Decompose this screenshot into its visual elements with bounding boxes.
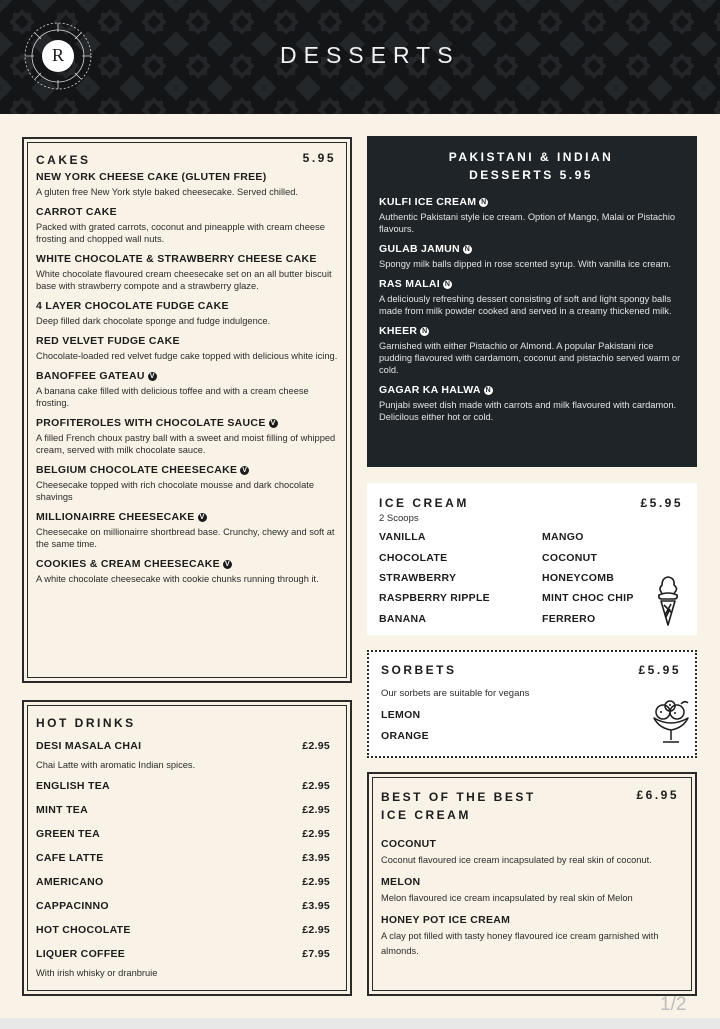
best-title-line2: ICE CREAM	[381, 808, 471, 822]
cakes-section	[22, 137, 352, 683]
sorbets-price: £5.95	[638, 663, 681, 677]
drink-description: Chai Latte with aromatic Indian spices.	[36, 760, 196, 770]
ice-cream-title: ICE CREAM	[379, 496, 469, 510]
list-item: MELON Melon flavoured ice cream incapsulated by real skin of Melon	[381, 876, 633, 903]
nut-icon: N	[481, 199, 487, 206]
list-item: CAPPACINNO £3.95	[36, 900, 330, 912]
drink-description: With irish whisky or dranbruie	[36, 968, 158, 978]
flavour-item: MINT CHOC CHIP	[542, 592, 634, 604]
list-item: BELGIUM CHOCOLATE CHEESECAKE V Cheesecake topped with rich chocolate mousse and dark chocolate shavings	[36, 464, 315, 502]
list-item: COCONUT Coconut flavoured ice cream incapsulated by real skin of coconut.	[381, 838, 652, 865]
nut-icon: N	[422, 328, 428, 335]
pakistani-title-line1: PAKISTANI & INDIAN	[448, 150, 614, 164]
best-title-line1: BEST OF THE BEST	[381, 790, 536, 804]
list-item: COOKIES & CREAM CHEESECAKE V A white chocolate cheesecake with cookie chunks running through it.	[36, 558, 319, 584]
page-title: DESSERTS	[280, 42, 460, 68]
ice-cream-cone-icon	[654, 573, 682, 629]
page-number: 1/2	[660, 994, 687, 1015]
flavour-item: CHOCOLATE	[379, 552, 448, 564]
sorbets-subtitle: Our sorbets are suitable for vegans	[381, 688, 530, 699]
flavour-item: HONEYCOMB	[542, 572, 615, 584]
list-item: DESI MASALA CHAI £2.95	[36, 740, 330, 752]
flavour-item: RASPBERRY RIPPLE	[379, 592, 490, 604]
cakes-title: CAKES	[36, 153, 91, 167]
list-item: LIQUER COFFEE £7.95	[36, 948, 330, 960]
list-item: GULAB JAMUN N Spongy milk balls dipped in rose scented syrup. With vanilla ice cream.	[379, 243, 671, 269]
list-item: KULFI ICE CREAM N Authentic Pakistani style ice cream. Option of Mango, Malai or Pistachio flavours.	[379, 196, 676, 234]
sundae-icon	[651, 700, 691, 746]
flavour-item: COCONUT	[542, 552, 598, 564]
list-item: MINT TEA £2.95	[36, 804, 330, 816]
flavour-item: MANGO	[542, 531, 584, 543]
list-item: MILLIONAIRRE CHEESECAKE V Cheesecake on millionairre shortbread base. Crunchy, chewy and soft at the same time.	[36, 511, 335, 549]
list-item: KHEER N Garnished with either Pistachio or Almond. A popular Pakistani rice pudding flavoured with cardamom, coconut and pistachio served warm or cold.	[379, 325, 681, 375]
hot-drinks-section	[22, 700, 352, 996]
nut-icon: N	[444, 281, 451, 288]
vegetarian-icon: V	[269, 419, 278, 428]
list-item: NEW YORK CHEESE CAKE (GLUTEN FREE) A gluten free New York style baked cheesecake. Served chilled.	[36, 171, 299, 197]
vegetarian-icon: V	[148, 372, 157, 381]
list-item: ENGLISH TEA £2.95	[36, 780, 330, 792]
nut-icon: N	[485, 387, 491, 394]
list-item: GREEN TEA £2.95	[36, 828, 330, 840]
list-item: RED VELVET FUDGE CAKE Chocolate-loaded red velvet fudge cake topped with delicious white icing.	[36, 335, 338, 361]
logo-letter: R	[51, 45, 64, 65]
pakistani-title-line2: DESSERTS 5.95	[469, 168, 593, 182]
footer-strip	[0, 1018, 720, 1029]
flavour-item: BANANA	[379, 613, 427, 625]
list-item: WHITE CHOCOLATE & STRAWBERRY CHEESE CAKE White chocolate flavoured cream cheesecake set on an all butter biscuit base with strawberry compote and a strawberry glaze.	[36, 253, 332, 291]
list-item: 4 LAYER CHOCOLATE FUDGE CAKE Deep filled dark chocolate sponge and fudge indulgence.	[36, 300, 271, 326]
ice-cream-subtitle: 2 Scoops	[379, 513, 419, 524]
flavour-item: STRAWBERRY	[379, 572, 457, 584]
menu-header	[0, 0, 720, 114]
list-item: HONEY POT ICE CREAM A clay pot filled with tasty honey flavoured ice cream garnished with almonds.	[381, 914, 659, 956]
vegetarian-icon: V	[240, 466, 249, 475]
pakistani-indian-section	[367, 136, 697, 467]
hot-drinks-title: HOT DRINKS	[36, 716, 136, 730]
flavour-item: LEMON	[381, 709, 421, 721]
nut-icon: N	[464, 246, 471, 253]
ice-cream-price: £5.95	[640, 496, 683, 510]
vegetarian-icon: V	[223, 560, 232, 569]
list-item: CARROT CAKE Packed with grated carrots, coconut and pineapple with cream cheese frosting and chopped wall nuts.	[36, 206, 325, 244]
list-item: CAFE LATTE £3.95	[36, 852, 330, 864]
list-item: PROFITEROLES WITH CHOCOLATE SAUCE V A filled French choux pastry ball with a sweet and moist filling of whipped cream, served with milk chocolate sauce.	[36, 417, 336, 455]
sorbets-title: SORBETS	[381, 663, 457, 677]
list-item: BANOFFEE GATEAU V A banana cake filled with delicious toffee and with a cream cheese frosting.	[36, 370, 309, 408]
list-item: RAS MALAI N A deliciously refreshing dessert consisting of soft and light spongy balls made from milk powder cooked and served in a creamy thickened milk.	[379, 278, 672, 316]
vegetarian-icon: V	[198, 513, 207, 522]
flavour-item: FERRERO	[542, 613, 596, 625]
list-item: HOT CHOCOLATE £2.95	[36, 924, 330, 936]
sorbets-section	[367, 650, 697, 758]
best-price: £6.95	[636, 788, 679, 802]
best-of-the-best-section	[367, 772, 697, 996]
list-item: AMERICANO £2.95	[36, 876, 330, 888]
cakes-price: 5.95	[302, 151, 336, 165]
flavour-item: VANILLA	[379, 531, 426, 543]
flavour-item: ORANGE	[381, 730, 429, 742]
list-item: GAGAR KA HALWA N Punjabi sweet dish made with carrots and milk flavoured with cardamon. Delicilous either hot or cold.	[379, 384, 677, 422]
ice-cream-section	[367, 483, 697, 635]
